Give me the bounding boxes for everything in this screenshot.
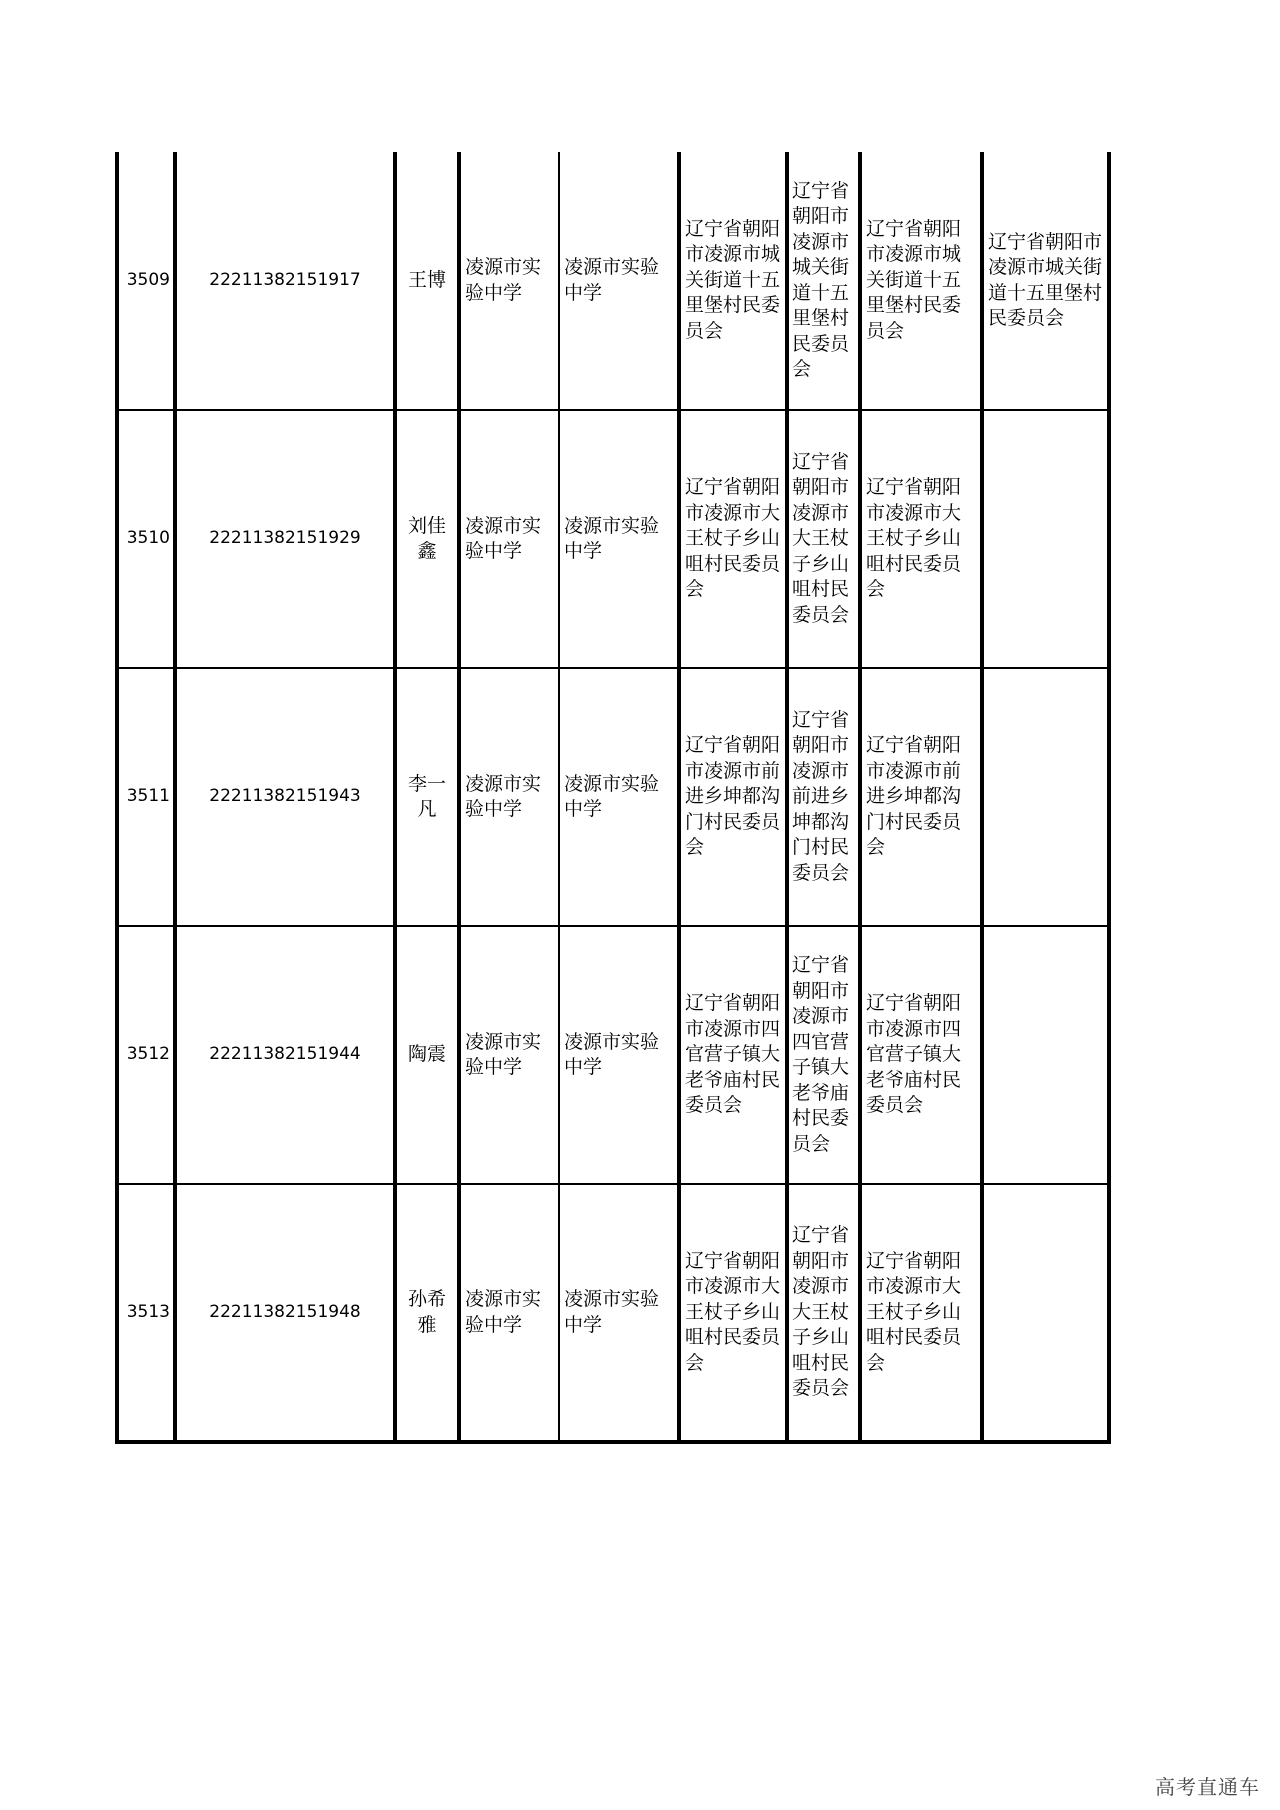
school-secondary: 凌源市实验中学 [559,1184,679,1442]
school-secondary: 凌源市实验中学 [559,152,679,410]
school: 凌源市实验中学 [459,668,559,926]
address-4 [982,926,1109,1184]
address-3: 辽宁省朝阳市凌源市四官营子镇大老爷庙村民委员会 [860,926,982,1184]
address-2: 辽宁省朝阳市凌源市四官营子镇大老爷庙村民委员会 [787,926,860,1184]
school: 凌源市实验中学 [459,1184,559,1442]
address-3: 辽宁省朝阳市凌源市大王杖子乡山咀村民委员会 [860,1184,982,1442]
address-2: 辽宁省朝阳市凌源市大王杖子乡山咀村民委员会 [787,410,860,668]
table-row [117,410,1109,668]
student-name: 陶震 [395,926,459,1184]
table-row [117,1184,1109,1442]
school: 凌源市实验中学 [459,410,559,668]
table-row [117,926,1109,1184]
address-2: 辽宁省朝阳市凌源市城关街道十五里堡村民委员会 [787,152,860,410]
school: 凌源市实验中学 [459,152,559,410]
row-number: 3513 [117,1184,175,1442]
school-secondary: 凌源市实验中学 [559,926,679,1184]
student-name: 孙希雅 [395,1184,459,1442]
address-4 [982,410,1109,668]
exam-id: 22211382151929 [175,410,395,668]
address-1: 辽宁省朝阳市凌源市大王杖子乡山咀村民委员会 [679,410,787,668]
address-4 [982,668,1109,926]
address-1: 辽宁省朝阳市凌源市前进乡坤都沟门村民委员会 [679,668,787,926]
school-secondary: 凌源市实验中学 [559,410,679,668]
address-3: 辽宁省朝阳市凌源市前进乡坤都沟门村民委员会 [860,668,982,926]
watermark: 高考直通车 [1155,1775,1260,1799]
table-row [117,152,1109,410]
row-number: 3509 [117,152,175,410]
address-2: 辽宁省朝阳市凌源市前进乡坤都沟门村民委员会 [787,668,860,926]
address-3: 辽宁省朝阳市凌源市城关街道十五里堡村民委员会 [860,152,982,410]
address-4: 辽宁省朝阳市凌源市城关街道十五里堡村民委员会 [982,152,1109,410]
student-name: 李一凡 [395,668,459,926]
table-row [117,668,1109,926]
address-2: 辽宁省朝阳市凌源市大王杖子乡山咀村民委员会 [787,1184,860,1442]
row-number: 3510 [117,410,175,668]
exam-id: 22211382151917 [175,152,395,410]
school-secondary: 凌源市实验中学 [559,668,679,926]
address-1: 辽宁省朝阳市凌源市大王杖子乡山咀村民委员会 [679,1184,787,1442]
row-number: 3511 [117,668,175,926]
student-name: 王博 [395,152,459,410]
student-table [115,152,1111,1444]
address-3: 辽宁省朝阳市凌源市大王杖子乡山咀村民委员会 [860,410,982,668]
exam-id: 22211382151943 [175,668,395,926]
address-1: 辽宁省朝阳市凌源市城关街道十五里堡村民委员会 [679,152,787,410]
exam-id: 22211382151948 [175,1184,395,1442]
school: 凌源市实验中学 [459,926,559,1184]
student-name: 刘佳鑫 [395,410,459,668]
row-number: 3512 [117,926,175,1184]
exam-id: 22211382151944 [175,926,395,1184]
address-4 [982,1184,1109,1442]
address-1: 辽宁省朝阳市凌源市四官营子镇大老爷庙村民委员会 [679,926,787,1184]
